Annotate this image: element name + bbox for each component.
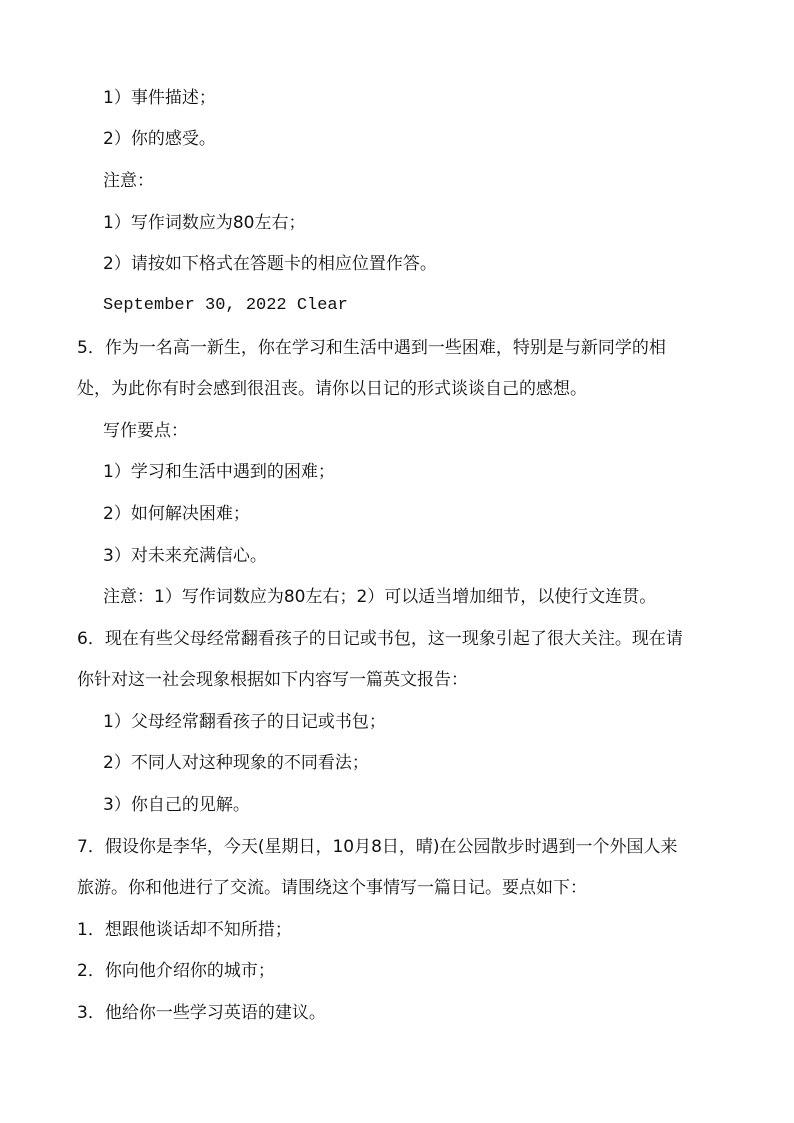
text-line: 2）不同人对这种现象的不同看法；	[103, 753, 369, 773]
text-line: 1）学习和生活中遇到的困难；	[103, 462, 335, 482]
text-line: 注意：	[103, 171, 154, 191]
text-line: 3）对未来充满信心。	[103, 546, 267, 566]
text-line: 2）你的感受。	[103, 129, 216, 149]
text-line: 2）请按如下格式在答题卡的相应位置作答。	[103, 254, 437, 274]
text-line: 注意：1）写作词数应为80左右；2）可以适当增加细节，以使行文连贯。	[103, 587, 657, 607]
question-5-line-1: 5．作为一名高一新生，你在学习和生活中遇到一些困难，特别是与新同学的相	[77, 338, 666, 358]
question-7-line-1: 7．假设你是李华，今天(星期日，10月8日，晴)在公园散步时遇到一个外国人来	[77, 837, 678, 857]
text-line: 3）你自己的见解。	[103, 795, 250, 815]
text-line: 2）如何解决困难；	[103, 504, 250, 524]
question-6-line-1: 6．现在有些父母经常翻看孩子的日记或书包，这一现象引起了很大关注。现在请	[77, 629, 683, 649]
text-line: 3．他给你一些学习英语的建议。	[77, 1003, 326, 1023]
text-line: 1）事件描述；	[103, 88, 216, 108]
question-7-line-2: 旅游。你和他进行了交流。请围绕这个事情写一篇日记。要点如下：	[77, 878, 587, 898]
text-line: 1）父母经常翻看孩子的日记或书包；	[103, 712, 386, 732]
text-line: 2．你向他介绍你的城市；	[77, 961, 275, 981]
question-5-line-2: 处，为此你有时会感到很沮丧。请你以日记的形式谈谈自己的感想。	[77, 379, 587, 399]
diary-date-line: September 30, 2022 Clear	[103, 296, 348, 315]
text-line: 写作要点：	[103, 421, 188, 441]
text-line: 1．想跟他谈话却不知所措；	[77, 920, 292, 940]
text-line: 1）写作词数应为80左右；	[103, 213, 306, 233]
question-6-line-2: 你针对这一社会现象根据如下内容写一篇英文报告：	[77, 670, 468, 690]
